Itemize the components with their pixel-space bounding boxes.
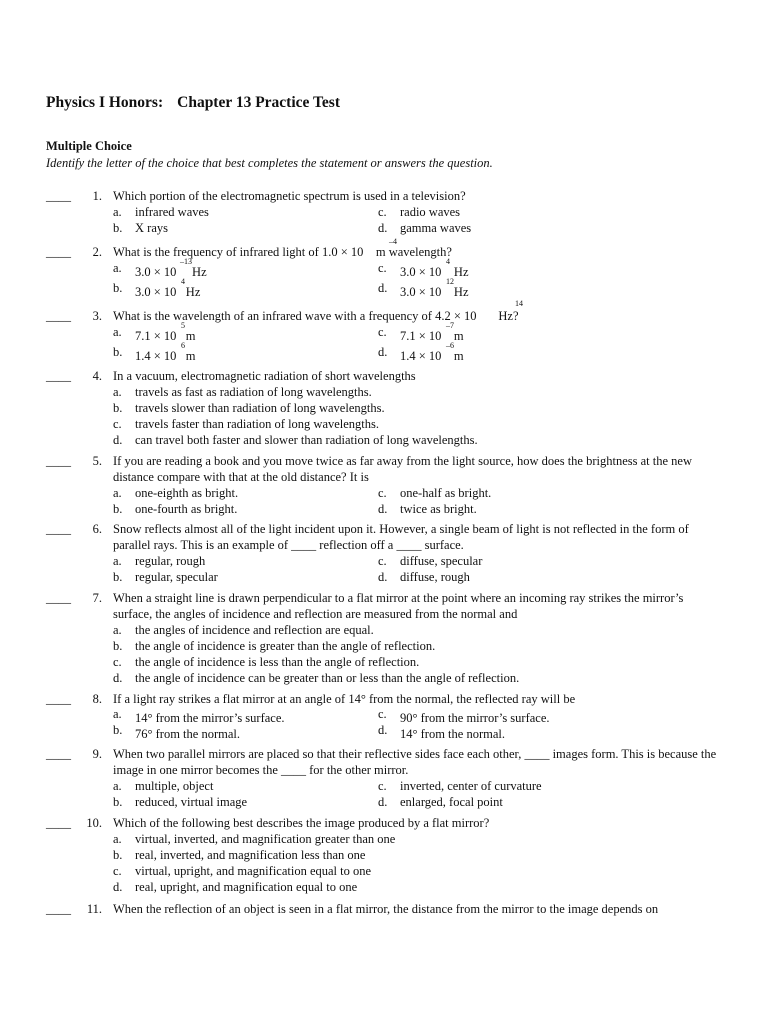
question-number: 3. (92, 309, 102, 323)
option-text: multiple, object (135, 779, 214, 793)
option-letter: c. (113, 417, 122, 431)
option-letter: c. (378, 261, 387, 275)
option-text: 14° from the mirror’s surface. (135, 711, 285, 725)
option-letter: b. (113, 570, 123, 584)
option-letter: c. (113, 655, 122, 669)
option-text: travels slower than radiation of long wavelengths. (135, 401, 385, 415)
option-letter: a. (113, 261, 122, 275)
option-text: virtual, inverted, and magnification greater than one (135, 832, 396, 846)
answer-blank[interactable]: ____ (46, 747, 71, 761)
option-letter: c. (113, 864, 122, 878)
answer-blank[interactable]: ____ (46, 454, 71, 468)
option-letter: b. (113, 502, 123, 516)
option-exponent: –6 (446, 341, 454, 350)
question-stem: In a vacuum, electromagnetic radiation of short wavelengths (113, 369, 416, 383)
option-letter: d. (378, 795, 388, 809)
answer-blank[interactable]: ____ (46, 309, 71, 323)
option-letter: d. (378, 345, 388, 359)
option-letter: c. (378, 779, 387, 793)
option-letter: d. (378, 502, 388, 516)
option-text: 1.4 × 10 m (135, 349, 196, 363)
question-stem: Snow reflects almost all of the light incident upon it. However, a single beam of light is not reflected in the form of parallel rays. This is an example of ____ reflection off a ____ surface. (113, 522, 689, 552)
option-text: regular, rough (135, 554, 206, 568)
option-text: gamma waves (400, 221, 472, 235)
option-text: regular, specular (135, 570, 218, 584)
question-number: 9. (92, 747, 102, 761)
option-text: the angle of incidence is greater than the angle of reflection. (135, 639, 436, 653)
option-text: inverted, center of curvature (400, 779, 542, 793)
option-letter: b. (113, 639, 123, 653)
option-text: one-eighth as bright. (135, 486, 239, 500)
answer-blank[interactable]: ____ (46, 522, 71, 536)
option-text: 76° from the normal. (135, 727, 240, 741)
option-text: the angle of incidence is less than the angle of reflection. (135, 655, 420, 669)
answer-blank[interactable]: ____ (46, 189, 71, 203)
option-text: one-fourth as bright. (135, 502, 238, 516)
option-letter: b. (113, 221, 123, 235)
option-text: 3.0 × 10 Hz (400, 265, 469, 279)
option-exponent: 6 (181, 341, 185, 350)
option-letter: b. (113, 401, 123, 415)
question-number: 10. (86, 816, 102, 830)
option-text: 90° from the mirror’s surface. (400, 711, 550, 725)
option-text: 7.1 × 10 m (135, 329, 196, 343)
option-text: enlarged, focal point (400, 795, 503, 809)
question-stem: If a light ray strikes a flat mirror at an angle of 14° from the normal, the reflected ray will be (113, 692, 576, 706)
question-number: 5. (92, 454, 102, 468)
option-exponent: –13 (180, 257, 192, 266)
question-stem: When the reflection of an object is seen in a flat mirror, the distance from the mirror to the image depends on (113, 902, 659, 916)
option-letter: a. (113, 385, 122, 399)
answer-blank[interactable]: ____ (46, 816, 71, 830)
stem-exponent: 14 (515, 299, 523, 308)
option-text: the angles of incidence and reflection are equal. (135, 623, 374, 637)
option-text: the angle of incidence can be greater than or less than the angle of reflection. (135, 671, 520, 685)
option-text: 3.0 × 10 Hz (135, 285, 201, 299)
option-exponent: 5 (181, 321, 185, 330)
option-text: radio waves (400, 205, 461, 219)
answer-blank[interactable]: ____ (46, 369, 71, 383)
question-number: 8. (92, 692, 102, 706)
question-stem: When two parallel mirrors are placed so that their reflective sides face each other, ____ images form. This is because the image in one mirror becomes the ____ for the other mirror. (113, 747, 717, 777)
answer-blank[interactable]: ____ (46, 902, 71, 916)
option-letter: b. (113, 795, 123, 809)
option-letter: a. (113, 205, 122, 219)
option-text: 14° from the normal. (400, 727, 505, 741)
question-stem: If you are reading a book and you move twice as far away from the light source, how does the brightness at the new distance compare with that at the old distance? It is (113, 454, 692, 484)
stem-exponent: –4 (389, 237, 397, 246)
option-text: 3.0 × 10 Hz (135, 265, 207, 279)
option-letter: b. (113, 345, 123, 359)
option-text: 3.0 × 10 Hz (400, 285, 469, 299)
question-number: 6. (92, 522, 102, 536)
option-letter: a. (113, 554, 122, 568)
option-text: travels faster than radiation of long wavelengths. (135, 417, 380, 431)
option-letter: b. (113, 281, 123, 295)
test-title: Chapter 13 Practice Test (177, 94, 340, 111)
option-letter: d. (378, 281, 388, 295)
option-text: reduced, virtual image (135, 795, 248, 809)
option-exponent: 4 (181, 277, 185, 286)
question-number: 2. (92, 245, 102, 259)
question-number: 11. (86, 902, 102, 916)
option-letter: c. (378, 205, 387, 219)
option-text: can travel both faster and slower than radiation of long wavelengths. (135, 433, 478, 447)
option-letter: a. (113, 832, 122, 846)
option-exponent: 12 (446, 277, 454, 286)
option-letter: d. (113, 433, 123, 447)
question-stem: When a straight line is drawn perpendicular to a flat mirror at the point where an incoming ray strikes the mirror’s surface, the angles of incidence and reflection are measured from the normal and (113, 591, 684, 621)
option-exponent: –7 (446, 321, 454, 330)
option-letter: d. (378, 570, 388, 584)
option-text: virtual, upright, and magnification equal to one (135, 864, 372, 878)
course-name: Physics I Honors: (46, 94, 164, 111)
question-stem: Which portion of the electromagnetic spectrum is used in a television? (113, 189, 466, 203)
question-stem: What is the wavelength of an infrared wave with a frequency of 4.2 × 10 Hz? (113, 309, 519, 323)
option-letter: c. (378, 554, 387, 568)
option-letter: d. (378, 221, 388, 235)
option-text: diffuse, specular (400, 554, 483, 568)
option-text: twice as bright. (400, 502, 477, 516)
option-text: real, inverted, and magnification less than one (135, 848, 366, 862)
option-text: X rays (135, 221, 168, 235)
option-letter: d. (378, 723, 388, 737)
page-title (46, 94, 340, 112)
option-letter: d. (113, 880, 123, 894)
option-text: diffuse, rough (400, 570, 470, 584)
question-number: 4. (92, 369, 102, 383)
question-number: 7. (92, 591, 102, 605)
option-text: real, upright, and magnification equal to one (135, 880, 358, 894)
answer-blank[interactable]: ____ (46, 591, 71, 605)
option-text: travels as fast as radiation of long wavelengths. (135, 385, 372, 399)
option-letter: d. (113, 671, 123, 685)
option-exponent: 4 (446, 257, 450, 266)
option-text: infrared waves (135, 205, 209, 219)
option-text: 1.4 × 10 m (400, 349, 464, 363)
option-letter: a. (113, 486, 122, 500)
option-letter: a. (113, 779, 122, 793)
question-number: 1. (92, 189, 102, 203)
answer-blank[interactable]: ____ (46, 245, 71, 259)
option-letter: a. (113, 707, 122, 721)
section-instructions: Identify the letter of the choice that best completes the statement or answers the question. (46, 156, 493, 170)
option-letter: c. (378, 707, 387, 721)
option-letter: a. (113, 325, 122, 339)
section-heading: Multiple Choice (46, 139, 132, 153)
option-letter: c. (378, 486, 387, 500)
question-stem: What is the frequency of infrared light of 1.0 × 10 m wavelength? (113, 245, 452, 259)
option-text: 7.1 × 10 m (400, 329, 464, 343)
question-stem: Which of the following best describes the image produced by a flat mirror? (113, 816, 490, 830)
answer-blank[interactable]: ____ (46, 692, 71, 706)
option-text: one-half as bright. (400, 486, 492, 500)
option-letter: c. (378, 325, 387, 339)
option-letter: b. (113, 848, 123, 862)
option-letter: b. (113, 723, 123, 737)
option-letter: a. (113, 623, 122, 637)
